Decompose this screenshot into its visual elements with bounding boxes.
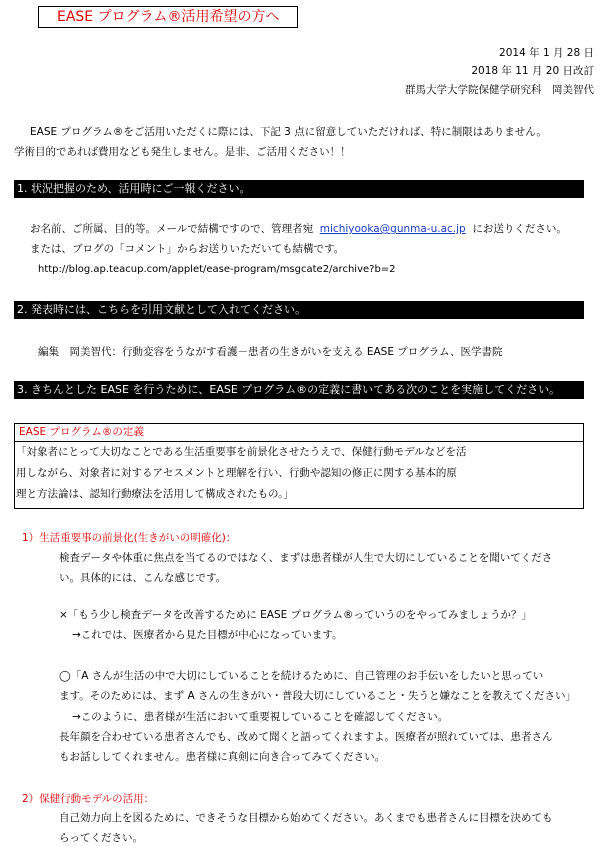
section-3-heading: 3. きちんとした EASE を行うために、EASE プログラム®の定義に書いてある次のことを実施してください。 bbox=[14, 381, 584, 399]
section-1-contact-post: にお送りください。 bbox=[472, 223, 567, 235]
item-1-para-1-line-1: 検査データや体重に焦点を当てるのではなく、まずは患者様が人生で大切にしていることを聞いてくださ bbox=[59, 552, 553, 564]
good-example-line-2: ます。そのためには、まず A さんの生きがい・普段大切にしていること・失うと嫌なことを教えてください」 bbox=[59, 690, 577, 702]
item-1-heading: 1）生活重要事の前景化(生きがいの明確化)： bbox=[22, 532, 237, 544]
blog-url[interactable]: http://blog.ap.teacup.com/applet/ease-program/msgcate2/archive?b=2 bbox=[38, 264, 396, 275]
definition-divider bbox=[15, 441, 583, 442]
email-link[interactable]: michiyooka@gunma-u.ac.jp bbox=[319, 223, 466, 235]
good-example-line-1: ◯「A さんが生活の中で大切にしていることを続けるために、自己管理のお手伝いをしたいと思ってい bbox=[59, 670, 544, 682]
definition-line-2: 用しながら、対象者に対するアセスメントと理解を行い、行動や認知の修正に関する基本的原 bbox=[16, 467, 457, 479]
good-example-note: →このように、患者様が生活において重要視していることを確認してください。 bbox=[72, 711, 449, 723]
section-1-contact-pre: お名前、ご所属、目的等。メールで結構ですので、管理者宛 bbox=[30, 223, 314, 235]
section-1-blog-line: または、ブログの「コメント」からお送りいただいても結構です。 bbox=[30, 243, 345, 255]
author: 群馬大学大学院保健学研究科 岡美智代 bbox=[405, 84, 594, 96]
definition-line-3: 理と方法論は、認知行動療法を活用して構成されたもの。」 bbox=[16, 488, 294, 500]
intro-line-1: EASE プログラム®をご活用いただくに際には、下記 3 点に留意していただければ、特に制限はありません。 bbox=[30, 126, 547, 138]
page-title: EASE プログラム®活用希望の方へ bbox=[57, 9, 280, 25]
date-created: 2014 年 1 月 28 日 bbox=[499, 47, 594, 59]
section-1-heading: 1. 状況把握のため、活用時にご一報ください。 bbox=[14, 180, 584, 198]
section-2-heading: 2. 発表時には、こちらを引用文献として入れてください。 bbox=[14, 301, 584, 319]
item-1-para-2-line-2: もお話ししてくれません。患者様に真剣に向き合ってみてください。 bbox=[59, 751, 386, 763]
date-revised: 2018 年 11 月 20 日改訂 bbox=[471, 65, 594, 77]
item-2-para-1-line-2: らってください。 bbox=[59, 832, 143, 844]
definition-title: EASE プログラム®の定義 bbox=[19, 426, 144, 438]
section-1-contact-line bbox=[30, 222, 567, 236]
definition-line-1: 「対象者にとって大切なことである生活重要事を前景化させたうえで、保健行動モデルなどを活 bbox=[16, 446, 467, 458]
item-2-heading: 2）保健行動モデルの活用： bbox=[22, 793, 155, 805]
intro-line-2: 学術目的であれば費用なども発生しません。是非、ご活用ください！！ bbox=[14, 146, 351, 158]
item-1-para-1-line-2: い。具体的には、こんな感じです。 bbox=[59, 572, 227, 584]
citation: 編集 岡美智代：行動変容をうながす看護－患者の生きがいを支える EASE プログラム、医学書院 bbox=[38, 346, 503, 358]
item-1-para-2-line-1: 長年顔を合わせている患者さんでも、改めて聞くと語ってくれますよ。医療者が照れていては、患者さん bbox=[59, 731, 553, 743]
bad-example: ×「もう少し検査データを改善するために EASE プログラム®っていうのをやってみましょうか？」 bbox=[59, 609, 532, 621]
bad-example-note: →これでは、医療者から見た目標が中心になっています。 bbox=[72, 629, 343, 641]
item-2-para-1-line-1: 自己効力向上を図るために、できそうな目標から始めてください。あくまでも患者さんに目標を決めても bbox=[59, 812, 553, 824]
